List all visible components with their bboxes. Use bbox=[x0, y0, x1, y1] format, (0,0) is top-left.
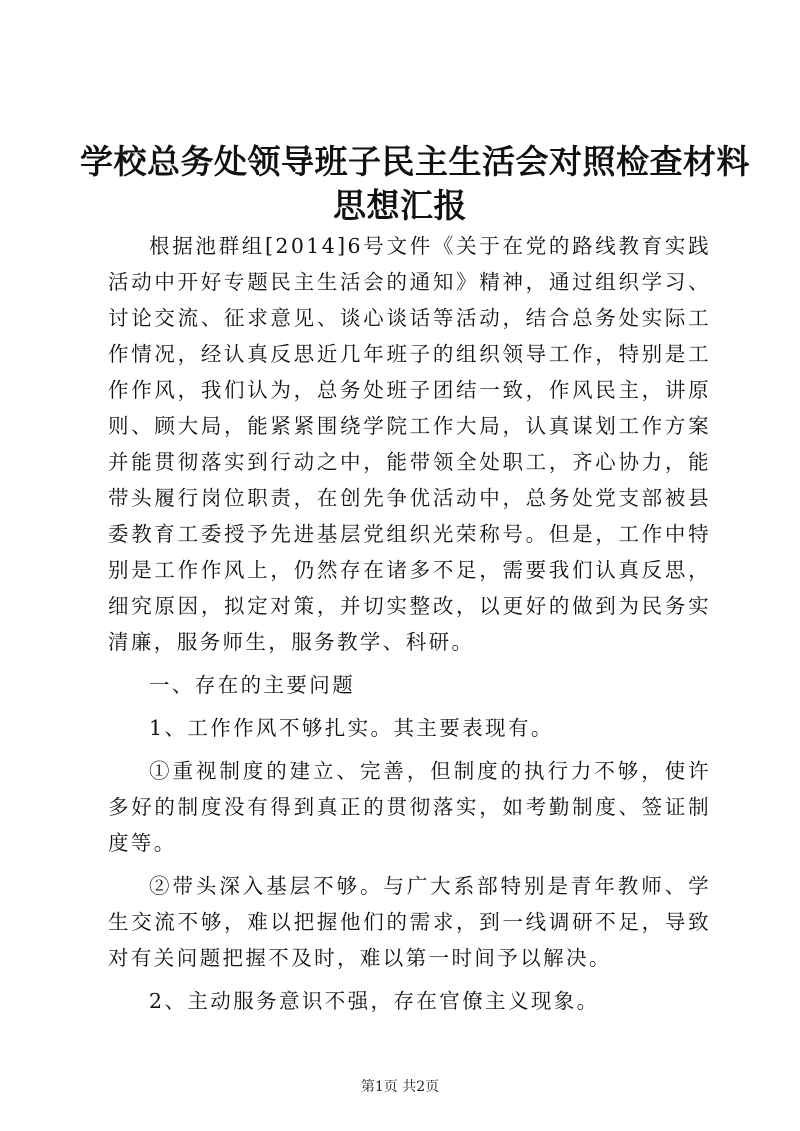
title-line-2: 思想汇报 bbox=[333, 186, 467, 225]
paragraph-problem-1-item-2: ②带头深入基层不够。与广大系部特别是青年教师、学生交流不够，难以把握他们的需求，到一线调研不足，导致对有关问题把握不及时，难以第一时间予以解决。 bbox=[108, 874, 711, 970]
page-footer: 第1页 共2页 bbox=[360, 1079, 440, 1095]
document-body bbox=[108, 228, 711, 1019]
title-line-1: 学校总务处领导班子民主生活会对照检查材料 bbox=[80, 142, 750, 181]
paragraph-problem-2: 2、主动服务意识不强，存在官僚主义现象。 bbox=[149, 989, 600, 1013]
paragraph-intro: 根据池群组[2014]6号文件《关于在党的路线教育实践活动中开好专题民主生活会的通知》精神，通过组织学习、讨论交流、征求意见、谈心谈话等活动，结合总务处实际工作情况，经认真反思近几年班子的组织领导工作，特别是工作作风，我们认为，总务处班子团结一致，作风民主，讲原则、顾大局，能紧紧围绕学院工作大局，认真谋划工作方案并能贯彻落实到行动之中，能带领全处职工，齐心协力，能带头履行岗位职责，在创先争优活动中，总务处党支部被县委教育工委授予先进基层党组织光荣称号。但是，工作中特别是工作作风上，仍然存在诸多不足，需要我们认真反思，细究原因，拟定对策，并切实整改，以更好的做到为民务实清廉，服务师生，服务教学、科研。 bbox=[108, 234, 711, 654]
paragraph-problem-1: 1、工作作风不够扎实。其主要表现有。 bbox=[149, 716, 554, 740]
document-title bbox=[80, 140, 750, 228]
paragraph-problem-1-item-1: ①重视制度的建立、完善，但制度的执行力不够，使许多好的制度没有得到真正的贯彻落实，如考勤制度、签证制度等。 bbox=[108, 759, 711, 855]
section-heading: 一、存在的主要问题 bbox=[149, 673, 356, 697]
